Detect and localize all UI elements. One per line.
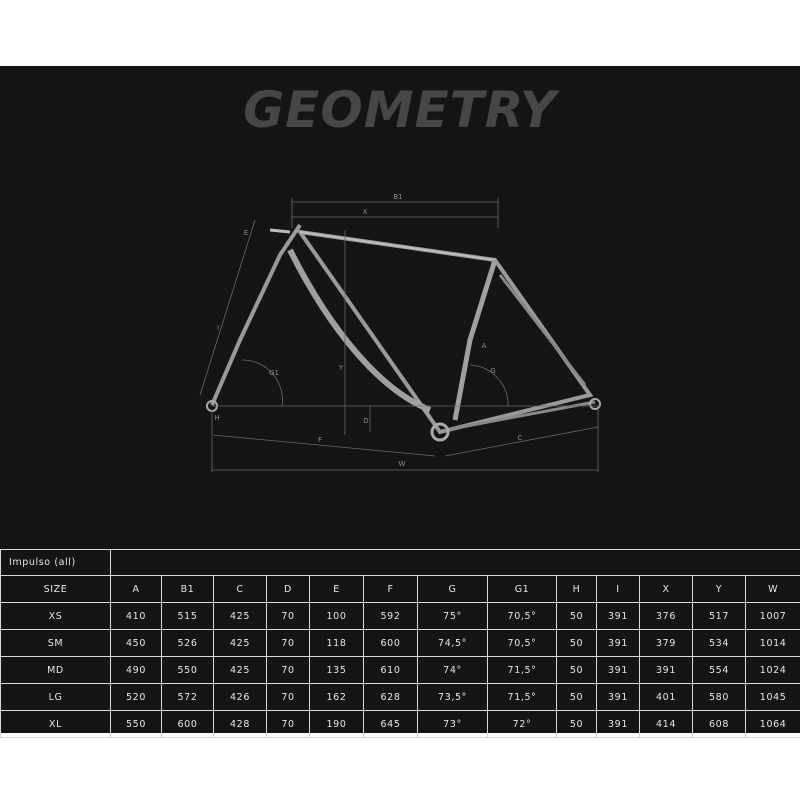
table-cell: 70 <box>267 603 310 630</box>
table-cell: 550 <box>111 711 162 738</box>
table-cell: 50 <box>557 711 597 738</box>
table-row <box>1 630 800 657</box>
size-cell: LG <box>1 684 111 711</box>
table-cell: 391 <box>597 603 640 630</box>
label-g1: G1 <box>269 369 279 377</box>
table-cell: 515 <box>162 603 214 630</box>
table-cell: 592 <box>364 603 418 630</box>
header-cell: W <box>746 576 800 603</box>
table-cell: 70,5° <box>488 603 557 630</box>
label-y: Y <box>338 364 344 372</box>
header-cell: A <box>111 576 162 603</box>
label-d: D <box>363 417 369 425</box>
table-cell: 554 <box>693 657 746 684</box>
table-cell: 70 <box>267 711 310 738</box>
table-cell: 572 <box>162 684 214 711</box>
table-cell: 414 <box>640 711 693 738</box>
table-cell: 628 <box>364 684 418 711</box>
label-e: E <box>243 229 249 237</box>
table-cell: 50 <box>557 630 597 657</box>
label-h: H <box>214 414 220 422</box>
table-cell: 600 <box>364 630 418 657</box>
table-cell: 580 <box>693 684 746 711</box>
table-cell: 426 <box>214 684 267 711</box>
table-cell: 190 <box>310 711 364 738</box>
table-cell: 100 <box>310 603 364 630</box>
table-cell: 376 <box>640 603 693 630</box>
table-cell: 450 <box>111 630 162 657</box>
table-row <box>1 603 800 630</box>
label-a: A <box>481 342 487 350</box>
header-cell: Y <box>693 576 746 603</box>
table-cell: 70,5° <box>488 630 557 657</box>
table-cell: 425 <box>214 657 267 684</box>
header-cell: I <box>597 576 640 603</box>
table-cell: 391 <box>597 630 640 657</box>
table-cell: 391 <box>597 657 640 684</box>
table-cell: 71,5° <box>488 684 557 711</box>
header-cell: SIZE <box>1 576 111 603</box>
table-cell: 73,5° <box>418 684 488 711</box>
label-w: W <box>398 460 406 468</box>
table-row <box>1 657 800 684</box>
table-cell: 118 <box>310 630 364 657</box>
table-cell: 1064 <box>746 711 800 738</box>
table-cell: 600 <box>162 711 214 738</box>
table-cell: 490 <box>111 657 162 684</box>
geometry-table <box>0 549 800 738</box>
g-angle-arc <box>470 365 508 406</box>
table-cell: 391 <box>597 711 640 738</box>
table-cell: 391 <box>640 657 693 684</box>
table-row <box>1 711 800 738</box>
table-cell: 608 <box>693 711 746 738</box>
f-dim-line <box>213 435 435 456</box>
header-cell: D <box>267 576 310 603</box>
label-f: F <box>317 436 323 444</box>
header-cell: X <box>640 576 693 603</box>
header-row <box>1 576 800 603</box>
table-cell: 162 <box>310 684 364 711</box>
model-row <box>1 550 800 576</box>
table-cell: 379 <box>640 630 693 657</box>
table-row <box>1 684 800 711</box>
table-cell: 1007 <box>746 603 800 630</box>
size-cell: XS <box>1 603 111 630</box>
page-title: GEOMETRY <box>243 81 557 139</box>
table-cell: 75° <box>418 603 488 630</box>
table-cell: 135 <box>310 657 364 684</box>
headset <box>270 230 290 232</box>
label-c: C <box>517 434 523 442</box>
header-cell: E <box>310 576 364 603</box>
table-cell: 520 <box>111 684 162 711</box>
table-cell: 391 <box>597 684 640 711</box>
table-cell: 1024 <box>746 657 800 684</box>
table-cell: 70 <box>267 630 310 657</box>
label-b1: B1 <box>393 193 403 201</box>
table-cell: 1045 <box>746 684 800 711</box>
table-cell: 645 <box>364 711 418 738</box>
table-cell: 425 <box>214 630 267 657</box>
table-cell: 1014 <box>746 630 800 657</box>
header-cell: G <box>418 576 488 603</box>
g1-angle-arc <box>242 360 282 406</box>
table-cell: 72° <box>488 711 557 738</box>
table-cell: 425 <box>214 603 267 630</box>
size-cell: MD <box>1 657 111 684</box>
table-cell: 517 <box>693 603 746 630</box>
label-g: G <box>490 367 496 375</box>
table-cell: 610 <box>364 657 418 684</box>
table-cell: 401 <box>640 684 693 711</box>
table-cell: 50 <box>557 603 597 630</box>
table-cell: 70 <box>267 657 310 684</box>
header-cell: B1 <box>162 576 214 603</box>
table-cell: 526 <box>162 630 214 657</box>
table-cell: 70 <box>267 684 310 711</box>
seat-stay <box>500 275 585 385</box>
header-cell: F <box>364 576 418 603</box>
table-cell: 50 <box>557 684 597 711</box>
table-cell: 410 <box>111 603 162 630</box>
header-cell: G1 <box>488 576 557 603</box>
model-name: Impulso (all) <box>1 550 111 576</box>
header-cell: H <box>557 576 597 603</box>
header-cell: C <box>214 576 267 603</box>
label-i: I <box>216 324 220 332</box>
table-cell: 550 <box>162 657 214 684</box>
size-cell: XL <box>1 711 111 738</box>
seat-tube <box>455 260 495 420</box>
size-cell: SM <box>1 630 111 657</box>
table-cell: 50 <box>557 657 597 684</box>
top-tube <box>300 232 495 260</box>
label-x: X <box>362 208 368 216</box>
table-cell: 71,5° <box>488 657 557 684</box>
table-cell: 534 <box>693 630 746 657</box>
table-cell: 74,5° <box>418 630 488 657</box>
table-cell: 74° <box>418 657 488 684</box>
table-cell: 428 <box>214 711 267 738</box>
table-cell: 73° <box>418 711 488 738</box>
frame-geometry-diagram <box>0 180 800 480</box>
